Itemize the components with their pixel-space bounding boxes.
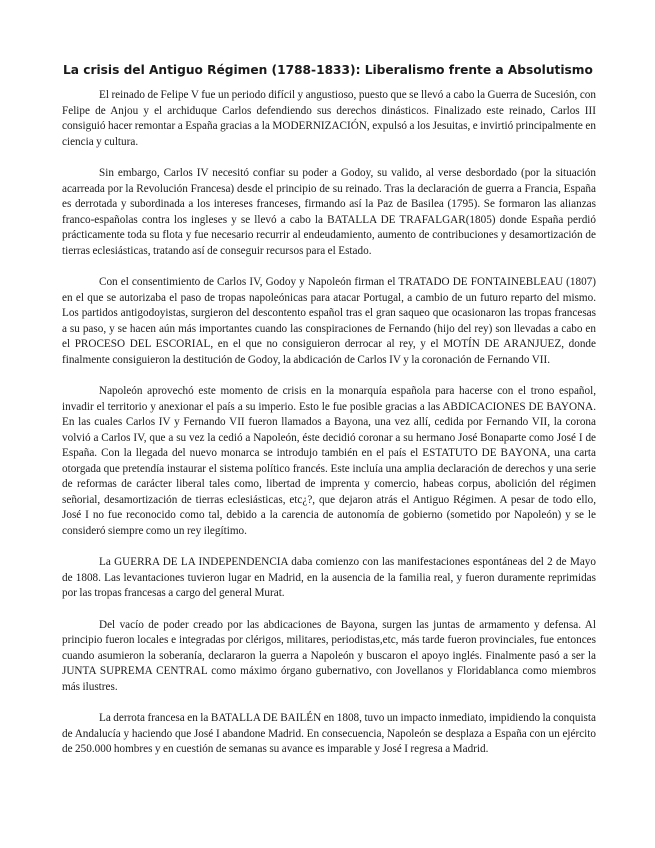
paragraph-abdicaciones-bayona: Napoleón aprovechó este momento de crisis en la monarquía española para hacerse con el trono español, invadir el territorio y anexionar el país a su imperio. Esto le fue posible gracias a las ABDICACIONES DE BAYONA. En las cuales Carlos IV y Fernando VII fueron llamados a Bayona, una vez allí, cedida por Fernando VII, la corona volvió a Carlos IV, que a su vez la cedió a Napoleón, éste decidió coronar a su hermano José Bonaparte como José I de España. Con la llegada del nuevo monarca se introdujo también en el país el ESTATUTO DE BAYONA, una carta otorgada que pretendía instaurar el sistema político francés. Este incluía una amplia declaración de derechos y una serie de reformas de carácter liberal tales como, libertad de imprenta y comercio, habeas corpus, abolición del régimen señorial, desamortización de tierras eclesiásticas, etc¿?, que dejaron atrás el Antiguo Régimen. A pesar de todo ello, José I no fue reconocido como tal, debido a la carencia de autonomía de gobierno (sometido por Napoleón) y se le consideró siempre como un rey ilegítimo. <box>62 385 596 537</box>
paragraph-tratado-fontainebleau: Con el consentimiento de Carlos IV, Godoy y Napoleón firman el TRATADO DE FONTAINEBLEAU (1807) en el que se autorizaba el paso de tropas napoleónicas para atacar Portugal, a cambio de un futuro reparto del mismo. Los partidos antigodoyistas, surgieron del descontento español tras el gran saqueo que ocasionaron las tropas francesas a su paso, y se hacen aún más importantes cuando las conspiraciones de Fernando (hijo del rey) son llevadas a cabo en el PROCESO DEL ESCORIAL, en el que no consiguieron derrocar al rey, y el MOTÍN DE ARANJUEZ, donde finalmente consiguieron la destitución de Godoy, la abdicación de Carlos IV y la coronación de Fernando VII. <box>62 276 596 366</box>
document-body <box>62 88 596 774</box>
paragraph-batalla-bailen: La derrota francesa en la BATALLA DE BAILÉN en 1808, tuvo un impacto inmediato, impidiendo la conquista de Andalucía y haciendo que José I abandone Madrid. En consecuencia, Napoleón se desplaza a España con un ejército de 250.000 hombres y en cuestión de semanas su avance es imparable y José I regresa a Madrid. <box>62 712 596 755</box>
paragraph-juntas: Del vacío de poder creado por las abdicaciones de Bayona, surgen las juntas de armamento y defensa. Al principio fueron locales e integradas por clérigos, militares, periodistas,etc, más tarde fueron provinciales, fue entonces cuando asumieron la soberanía, declararon la guerra a Napoleón y buscaron el apoyo inglés. Finalmente pasó a ser la JUNTA SUPREMA CENTRAL como máximo órgano gubernativo, con Jovellanos y Floridablanca como miembros más ilustres. <box>62 618 596 693</box>
paragraph-carlos-iv-godoy: Sin embargo, Carlos IV necesitó confiar su poder a Godoy, su valido, al verse desbordado (por la situación acarreada por la Revolución Francesa) desde el principio de su reinado. Tras la declaración de guerra a Francia, España es derrotada y subordinada a los intereses franceses, firmando así la Paz de Basilea (1795). Se formaron las alianzas franco-españolas contra los ingleses y se llevó a cabo la BATALLA DE TRAFALGAR(1805) donde España perdió prácticamente toda su flota y fue necesario recurrir al endeudamiento, aumento de contribuciones y desamortización de tierras eclesiásticas, tratando así de conseguir recursos para el Estado. <box>62 167 596 257</box>
paragraph-felipe-v-carlos-iii: El reinado de Felipe V fue un periodo difícil y angustioso, puesto que se llevó a cabo la Guerra de Sucesión, con Felipe de Anjou y el archiduque Carlos defendiendo sus derechos dinásticos. Finalizado este reinado, Carlos III consiguió hacer remontar a España gracias a la MODERNIZACIÓN, expulsó a los Jesuitas, e invirtió principalmente en ciencia y cultura. <box>62 89 596 148</box>
document-title: La crisis del Antiguo Régimen (1788-1833): Liberalismo frente a Absolutismo <box>63 63 593 77</box>
paragraph-guerra-independencia: La GUERRA DE LA INDEPENDENCIA daba comienzo con las manifestaciones espontáneas del 2 de Mayo de 1808. Las levantaciones tuvieron lugar en Madrid, en la ausencia de la familia real, y fueron duramente reprimidas por las tropas francesas a cargo del general Murat. <box>62 556 596 599</box>
